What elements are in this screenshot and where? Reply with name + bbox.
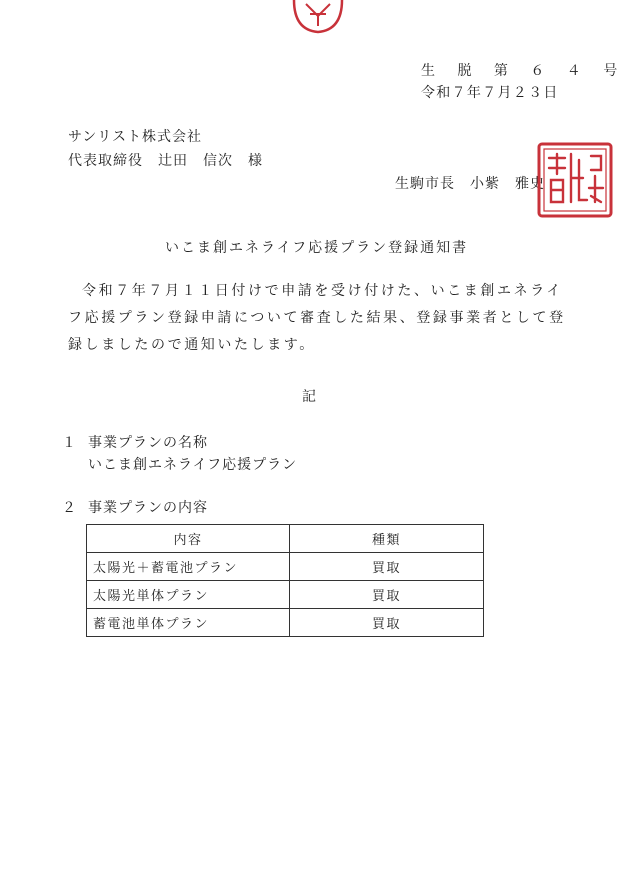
section1-heading: 事業プランの名称 xyxy=(88,435,208,451)
plan-name: 太陽光単体プラン xyxy=(87,581,290,609)
body-paragraph: 令和７年７月１１日付けで申請を受け付けた、いこま創エネライフ応援プラン登録申請について審査した結果、登録事業者として登録しましたので通知いたします。 xyxy=(68,283,566,353)
plan-kind: 買取 xyxy=(290,553,484,581)
top-seal-stamp xyxy=(288,0,348,34)
table-header-kind: 種類 xyxy=(290,525,484,553)
section1-number: １ xyxy=(62,435,77,451)
table-header-content: 内容 xyxy=(87,525,290,553)
table-row xyxy=(87,553,484,581)
sender-name: 生駒市長 小紫 雅史 xyxy=(395,176,545,192)
recipient-company: サンリスト株式会社 xyxy=(68,129,203,145)
document-title: いこま創エネライフ応援プラン登録通知書 xyxy=(165,240,469,256)
plans-table xyxy=(86,524,484,637)
document-number: 生 脱 第 ６ ４ 号 xyxy=(421,63,627,79)
table-row xyxy=(87,609,484,637)
recipient-representative: 代表取締役 辻田 信次 様 xyxy=(68,153,263,169)
plan-kind: 買取 xyxy=(290,609,484,637)
official-seal xyxy=(535,140,615,220)
section1-content: いこま創エネライフ応援プラン xyxy=(88,457,298,473)
document-date: 令和７年７月２３日 xyxy=(421,85,559,101)
section2-heading: 事業プランの内容 xyxy=(88,500,208,516)
table-row xyxy=(87,581,484,609)
section2-number: ２ xyxy=(62,500,77,516)
plan-name: 蓄電池単体プラン xyxy=(87,609,290,637)
plan-kind: 買取 xyxy=(290,581,484,609)
plan-name: 太陽光＋蓄電池プラン xyxy=(87,553,290,581)
ki-marker: 記 xyxy=(302,389,317,405)
table-header-row xyxy=(87,525,484,553)
